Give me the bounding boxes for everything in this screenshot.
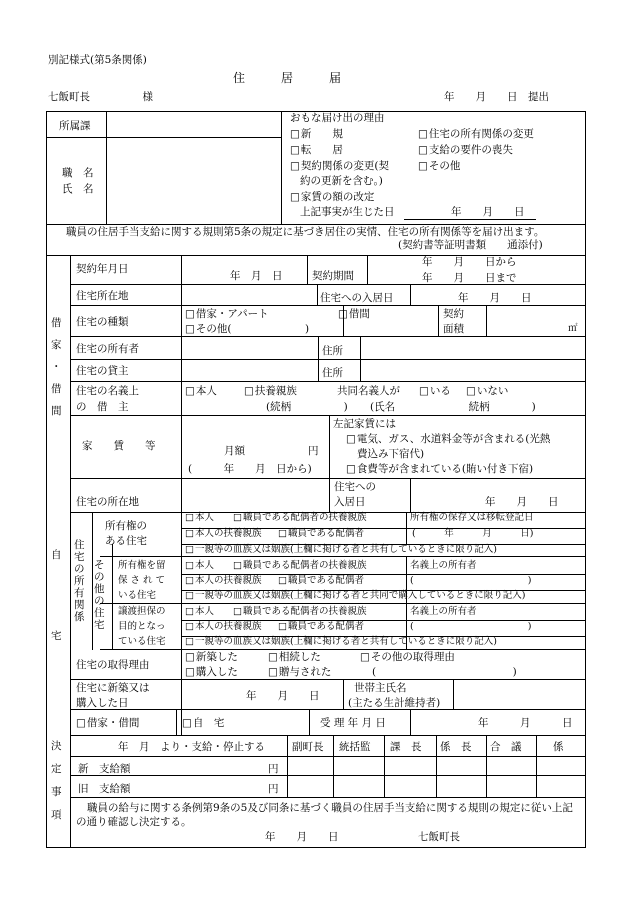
reason-contract-change-checkbox[interactable]: □ 契約関係の変更(契 bbox=[290, 161, 389, 172]
owned-spouse-dep-checkbox[interactable]: □ 職員である配偶者の扶養親族 bbox=[233, 513, 367, 523]
occurrence-date: 年 月 日 bbox=[451, 206, 525, 218]
rule-v bbox=[181, 255, 182, 736]
owned-dependent-checkbox[interactable]: □ 本人の扶養親族 bbox=[185, 529, 262, 539]
rule-h bbox=[70, 679, 586, 680]
lender-label: 住宅の貸主 bbox=[76, 365, 129, 377]
owner-label: 住宅の所有者 bbox=[76, 343, 139, 355]
period-to: 年 月 日まで bbox=[422, 272, 517, 284]
period-from: 年 月 日から bbox=[422, 256, 517, 268]
other-vlabel-2: の bbox=[94, 571, 105, 583]
reason-contract-change-note: 約の更新を含む。) bbox=[300, 175, 383, 187]
rule-h bbox=[70, 709, 586, 710]
rule-v bbox=[317, 284, 318, 306]
retained-label-1: 所有権を留 bbox=[118, 560, 166, 571]
job-title-label: 職 名 bbox=[62, 167, 94, 179]
reason-other-checkbox[interactable]: □ その他 bbox=[418, 161, 460, 172]
confirm-date: 年 月 日 bbox=[265, 831, 339, 843]
rule-v bbox=[436, 735, 437, 798]
includes-meals-checkbox[interactable]: □ 食費等が含まれている(賄い付き下宿) bbox=[346, 464, 533, 475]
housing-type-label: 住宅の種類 bbox=[76, 316, 129, 328]
rental-label-2: 家 bbox=[51, 339, 62, 351]
rule-v bbox=[406, 512, 407, 545]
own-home-label-2: 宅 bbox=[51, 630, 62, 642]
ownership-vlabel-4: 所 bbox=[74, 575, 85, 587]
retained-label-2: 保 さ れ て bbox=[118, 575, 166, 586]
other-vlabel-6: 宅 bbox=[94, 619, 105, 631]
rule-v bbox=[106, 111, 107, 225]
lessee-self-checkbox[interactable]: □ 本人 bbox=[185, 386, 217, 397]
declaration-note: (契約書等証明書類 通添付) bbox=[398, 239, 543, 251]
transfer-nominal-paren: ( ) bbox=[410, 621, 532, 632]
retained-dependent-checkbox[interactable]: □ 本人の扶養親族 bbox=[185, 576, 262, 586]
rule-v bbox=[309, 709, 310, 736]
householder-label-2: (主たる生計維持者) bbox=[348, 697, 441, 709]
owned-self-checkbox[interactable]: □ 本人 bbox=[185, 513, 214, 523]
approver-unit-chief: 係 長 bbox=[440, 741, 472, 753]
rule-v bbox=[333, 735, 334, 798]
owner-address-label: 住所 bbox=[322, 345, 343, 357]
rule-h bbox=[100, 556, 586, 557]
includes-utilities-note: 費込み下宿代) bbox=[357, 448, 425, 460]
ownership-vlabel-7: 係 bbox=[74, 611, 85, 623]
owned-label-2: ある住宅 bbox=[105, 535, 147, 547]
period-text: 年 月 より・支給・停止する bbox=[118, 741, 265, 753]
registration-note: 所有権の保存又は移転登記日 bbox=[410, 512, 534, 523]
rental-move-in-label: 住宅への入居日 bbox=[320, 292, 394, 304]
rule-h bbox=[70, 359, 586, 360]
acquisition-label: 住宅の取得理由 bbox=[76, 659, 150, 671]
reasons-title: おもな届け出の理由 bbox=[290, 112, 385, 124]
decision-rental-checkbox[interactable]: □ 借家・借間 bbox=[76, 718, 139, 729]
rule-h bbox=[46, 847, 586, 848]
contract-period-label: 契約期間 bbox=[312, 270, 354, 282]
rule-h bbox=[70, 284, 586, 285]
rule-h bbox=[70, 797, 586, 798]
transfer-self-checkbox[interactable]: □ 本人 bbox=[185, 607, 214, 617]
rental-address-label: 住宅所在地 bbox=[76, 290, 129, 302]
approver-supervisor: 統括監 bbox=[339, 741, 371, 753]
acq-bought-checkbox[interactable]: □ 購入した bbox=[185, 667, 238, 678]
rent-label: 家 賃 等 bbox=[82, 440, 156, 452]
contract-area-label-2: 面積 bbox=[443, 323, 464, 335]
transfer-dependent-checkbox[interactable]: □ 本人の扶養親族 bbox=[185, 622, 262, 632]
rule-h bbox=[70, 735, 586, 736]
occurrence-label: 上記事実が生じた日 bbox=[300, 206, 395, 218]
rule-v bbox=[410, 284, 411, 306]
rent-includes-label: 左記家賃には bbox=[333, 418, 396, 430]
type-other-checkbox[interactable]: □ その他( ) bbox=[185, 324, 309, 335]
reason-rent-revision-checkbox[interactable]: □ 家賃の額の改定 bbox=[290, 192, 374, 203]
area-unit: ㎡ bbox=[568, 323, 578, 334]
rule-v bbox=[585, 111, 586, 848]
contract-area-label-1: 契約 bbox=[443, 308, 464, 320]
rule-v bbox=[329, 415, 330, 479]
old-amount-yen: 円 bbox=[268, 783, 279, 795]
rule-h bbox=[46, 137, 282, 138]
owned-spouse-checkbox[interactable]: □ 職員である配偶者 bbox=[278, 529, 364, 539]
co-lessee-name: (氏名 続柄 ) bbox=[370, 401, 536, 413]
own-move-in-date: 年 月 日 bbox=[485, 496, 559, 508]
transfer-label-3: ている住宅 bbox=[118, 636, 166, 647]
co-lessee-label: 共同名義人が bbox=[337, 385, 400, 397]
decision-own-checkbox[interactable]: □ 自 宅 bbox=[182, 718, 224, 729]
retained-nominal-paren: ( ) bbox=[410, 575, 532, 586]
contract-date-label: 契約年月日 bbox=[76, 263, 129, 275]
retained-relative-checkbox[interactable]: □ 一親等の血族又は姻族(上欄に掲げる者と共同で購入しているときに限り記入) bbox=[185, 591, 525, 601]
rule-v bbox=[112, 544, 113, 650]
decision-label-4: 項 bbox=[51, 809, 62, 821]
householder-label-1: 世帯主氏名 bbox=[354, 682, 407, 694]
rule-v bbox=[410, 478, 411, 513]
addressee: 七飯町長 様 bbox=[48, 91, 153, 103]
retained-label-3: いる住宅 bbox=[118, 590, 157, 601]
submission-date: 年 月 日 提出 bbox=[444, 91, 549, 103]
decision-label-1: 決 bbox=[51, 740, 62, 752]
other-vlabel-5: 住 bbox=[94, 607, 105, 619]
type-house-checkbox[interactable]: □ 借家・アパート bbox=[185, 309, 269, 320]
rental-move-in-date: 年 月 日 bbox=[458, 292, 532, 304]
rule-h bbox=[70, 415, 586, 416]
received-date: 年 月 日 bbox=[478, 717, 573, 729]
rule-v bbox=[318, 336, 319, 382]
type-room-checkbox[interactable]: □ 借間 bbox=[338, 309, 370, 320]
mayor-signature: 七飯町長 bbox=[418, 831, 460, 843]
includes-utilities-checkbox[interactable]: □ 電気、ガス、水道料金等が含まれる(光熱 bbox=[346, 434, 550, 445]
own-move-in-label-2: 入居日 bbox=[334, 496, 366, 508]
registration-date: ( 年 月 日) bbox=[412, 528, 534, 539]
transfer-spouse-dep-checkbox[interactable]: □ 職員である配偶者の扶養親族 bbox=[233, 607, 367, 617]
rule-v bbox=[70, 255, 71, 848]
rule-h bbox=[70, 305, 586, 306]
owned-label-1: 所有権の bbox=[105, 520, 147, 532]
approver-vice-mayor: 副町長 bbox=[292, 741, 324, 753]
reason-ownership-change-checkbox[interactable]: □ 住宅の所有関係の変更 bbox=[418, 129, 534, 140]
rule-v bbox=[329, 478, 330, 513]
rule-h bbox=[70, 336, 586, 337]
declaration-text: 職員の住居手当支給に関する規則第5条の規定に基づき居住の実情、住宅の所有関係等を届け出ます。 bbox=[66, 226, 545, 238]
transfer-nominal-owner: 名義上の所有者 bbox=[410, 606, 477, 617]
rental-label-3: ・ bbox=[51, 361, 62, 373]
retained-spouse-dep-checkbox[interactable]: □ 職員である配偶者の扶養親族 bbox=[233, 561, 367, 571]
old-amount-label: 旧 支給額 bbox=[78, 783, 131, 795]
retained-nominal-owner: 名義上の所有者 bbox=[410, 560, 477, 571]
acq-built-checkbox[interactable]: □ 新築した bbox=[185, 652, 238, 663]
rule-v bbox=[367, 255, 368, 285]
co-lessee-exists-checkbox[interactable]: □ いる bbox=[419, 386, 451, 397]
rule-v bbox=[281, 111, 282, 225]
transfer-relative-checkbox[interactable]: □ 一親等の血族又は姻族(上欄に掲げる者と共有しているときに限り記入) bbox=[185, 637, 497, 647]
transfer-label-2: 目的となっ bbox=[118, 621, 166, 632]
rent-monthly: 月額 円 bbox=[224, 445, 319, 457]
built-date-value: 年 月 日 bbox=[246, 690, 320, 702]
own-address-label: 住宅の所在地 bbox=[76, 496, 139, 508]
rule-v bbox=[486, 305, 487, 337]
rule-h bbox=[70, 381, 586, 382]
rule-v bbox=[360, 336, 361, 382]
rule-v bbox=[176, 709, 177, 736]
affiliation-label: 所属課 bbox=[59, 120, 91, 132]
rule-h bbox=[100, 603, 586, 604]
rule-h bbox=[70, 478, 586, 479]
rule-v bbox=[181, 512, 182, 650]
retained-self-checkbox[interactable]: □ 本人 bbox=[185, 561, 214, 571]
reason-move-checkbox[interactable]: □ 転 居 bbox=[290, 145, 343, 156]
decision-label-3: 事 bbox=[51, 786, 62, 798]
acq-gift-checkbox[interactable]: □ 贈与された bbox=[268, 667, 331, 678]
rule-h bbox=[70, 775, 288, 776]
built-date-label-2: 購入した日 bbox=[76, 697, 129, 709]
ownership-vlabel-3: の bbox=[74, 563, 85, 575]
other-vlabel-3: 他 bbox=[94, 583, 105, 595]
built-date-label-1: 住宅に新築又は bbox=[76, 682, 150, 694]
ownership-vlabel-6: 関 bbox=[74, 599, 85, 611]
lender-address-label: 住所 bbox=[322, 367, 343, 379]
acq-other-checkbox[interactable]: □ その他の取得理由 bbox=[360, 652, 455, 663]
transfer-spouse-checkbox[interactable]: □ 職員である配偶者 bbox=[278, 622, 364, 632]
rental-label-4: 借 bbox=[51, 383, 62, 395]
ownership-vlabel-1: 住 bbox=[74, 539, 85, 551]
rule-v bbox=[486, 735, 487, 798]
acq-inherited-checkbox[interactable]: □ 相続した bbox=[268, 652, 321, 663]
rule-v bbox=[438, 305, 439, 337]
new-amount-label: 新 支給額 bbox=[78, 763, 131, 775]
approver-section-chief: 課 長 bbox=[390, 741, 422, 753]
rule-h bbox=[100, 649, 586, 650]
acq-other-paren: ( ) bbox=[372, 666, 517, 678]
approver-council: 合 議 bbox=[490, 741, 522, 753]
new-amount-yen: 円 bbox=[268, 763, 279, 775]
rule-v bbox=[536, 735, 537, 798]
rule-h bbox=[70, 756, 586, 757]
rule-v bbox=[410, 709, 411, 736]
approver-staff: 係 bbox=[553, 741, 564, 753]
owned-relative-checkbox[interactable]: □ 一親等の血族又は姻族(上欄に掲げる者と共有しているときに限り記入) bbox=[185, 545, 497, 555]
own-home-label-1: 自 bbox=[51, 549, 62, 561]
reason-loss-checkbox[interactable]: □ 支給の要件の喪失 bbox=[418, 145, 513, 156]
rule-v bbox=[287, 735, 288, 798]
ownership-vlabel-2: 宅 bbox=[74, 551, 85, 563]
lessee-label-2: の 借 主 bbox=[76, 401, 129, 413]
name-label: 氏 名 bbox=[62, 183, 94, 195]
own-move-in-label-1: 住宅への bbox=[334, 481, 376, 493]
rule-v bbox=[343, 679, 344, 710]
rule-v bbox=[92, 512, 93, 650]
rent-from: ( 年 月 日から) bbox=[188, 463, 312, 475]
co-lessee-none-checkbox[interactable]: □ いない bbox=[466, 386, 508, 397]
rental-label-5: 間 bbox=[51, 405, 62, 417]
ownership-vlabel-5: 有 bbox=[74, 587, 85, 599]
lessee-label-1: 住宅の名義上 bbox=[76, 385, 139, 397]
form-title: 住 居 届 bbox=[233, 71, 342, 85]
rule-v bbox=[453, 679, 454, 710]
form-label: 別記様式(第5条関係) bbox=[48, 54, 147, 66]
reason-new-checkbox[interactable]: □ 新 規 bbox=[290, 129, 343, 140]
transfer-label-1: 譲渡担保の bbox=[118, 606, 166, 617]
decision-label-2: 定 bbox=[51, 763, 62, 775]
lessee-dependent-checkbox[interactable]: □ 扶養親族 bbox=[244, 386, 297, 397]
other-vlabel-1: そ bbox=[94, 559, 105, 571]
retained-spouse-checkbox[interactable]: □ 職員である配偶者 bbox=[278, 576, 364, 586]
lessee-relation: (続柄 ) bbox=[266, 401, 348, 413]
other-vlabel-4: の bbox=[94, 595, 105, 607]
rule-v bbox=[46, 111, 47, 848]
contract-date-value: 年 月 日 bbox=[230, 270, 283, 282]
confirm-text: 職員の給与に関する条例第9条の5及び同条に基づく職員の住居手当支給に関する規則の規定に従い上記の通り確認し決定する。 bbox=[76, 802, 573, 828]
rule-v bbox=[384, 735, 385, 798]
received-label: 受 理 年 月 日 bbox=[320, 717, 386, 729]
rule-v bbox=[307, 255, 308, 285]
rental-label-1: 借 bbox=[51, 317, 62, 329]
